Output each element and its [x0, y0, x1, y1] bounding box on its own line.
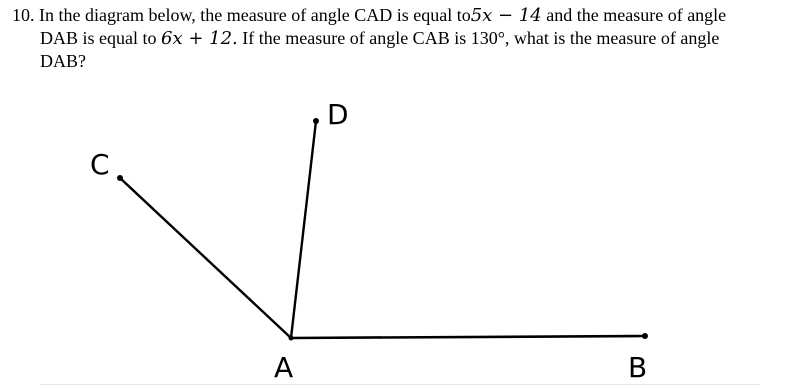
question-line-1-tail: and the measure of angle: [546, 5, 727, 25]
point-c-dot: [117, 175, 123, 181]
question-line-3-text: DAB?: [40, 51, 86, 71]
question-line-2-head: DAB is equal to: [40, 28, 157, 48]
point-b-label: B: [628, 351, 648, 384]
question-number: 10.: [12, 5, 35, 25]
point-d-dot: [313, 118, 319, 124]
point-c-label: C: [90, 148, 110, 181]
point-a-label: A: [274, 351, 294, 384]
point-a-dot: [289, 336, 294, 341]
ray-ab: [291, 336, 645, 338]
question-line-2-tail: If the measure of angle CAB is 130°, what is the measure of angle: [242, 28, 720, 48]
question-line-1-text: In the diagram below, the measure of angle CAD is equal to: [39, 5, 471, 25]
expression-cad: 5x − 14: [470, 5, 542, 26]
expression-dab: 6x + 12.: [161, 28, 238, 49]
point-d-label: D: [327, 98, 349, 131]
ray-ad: [291, 121, 316, 338]
bottom-divider: [40, 384, 760, 385]
point-b-dot: [642, 333, 648, 339]
ray-ac: [120, 178, 291, 338]
